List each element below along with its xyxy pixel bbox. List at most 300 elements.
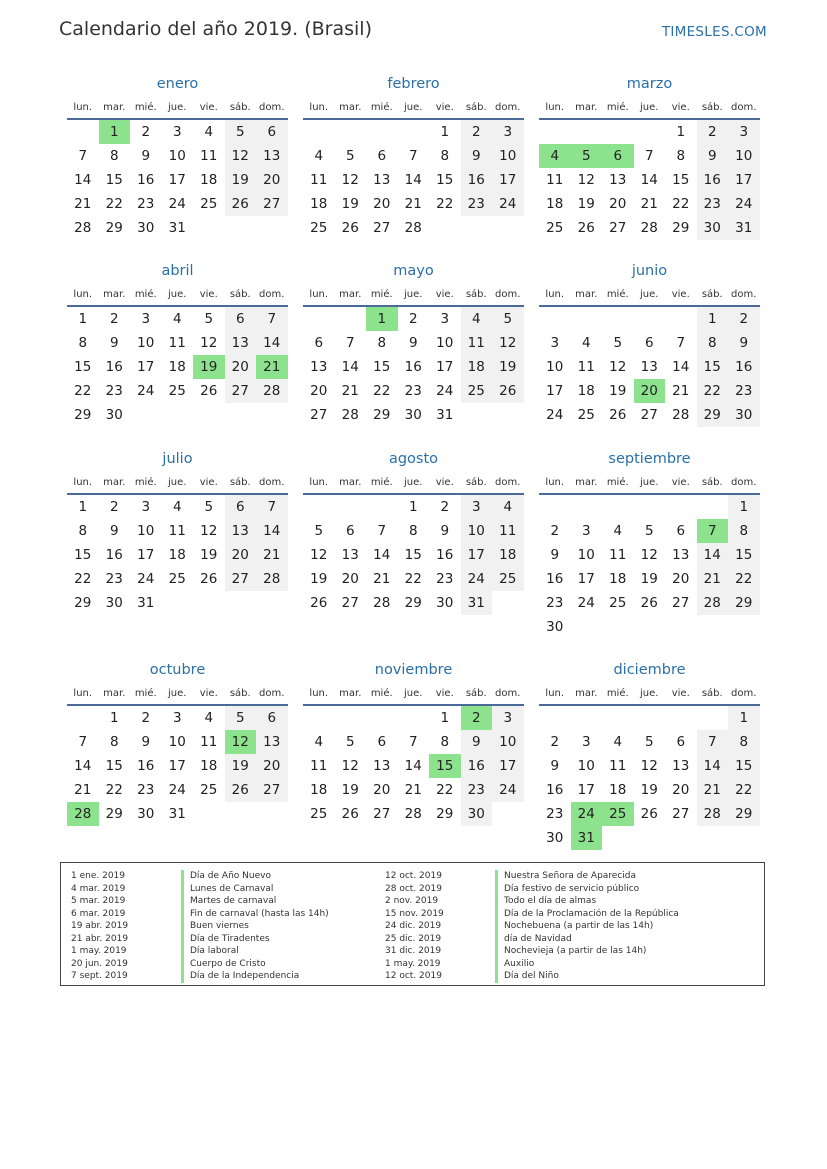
- day-cell: 14: [341, 359, 359, 375]
- day-cell: 5: [204, 499, 214, 515]
- empty-cell: [539, 307, 571, 331]
- day-cell: 25: [577, 407, 595, 423]
- weekday-label: dom.: [731, 101, 757, 113]
- month-marzo: [539, 72, 760, 240]
- day-cell-weekend: 10: [461, 519, 493, 543]
- day-cell: 3: [172, 710, 182, 726]
- empty-cell: [303, 706, 335, 730]
- day-cell: 1: [440, 710, 450, 726]
- weekday-label: mar.: [339, 476, 362, 488]
- day-cell-weekend: 15: [697, 355, 729, 379]
- day-cell: 31: [436, 407, 454, 423]
- weekday-label: lun.: [73, 288, 93, 300]
- day-cell: 8: [377, 335, 387, 351]
- month-name: abril: [161, 263, 194, 279]
- weekday-label: lun.: [73, 476, 93, 488]
- day-cell-weekend: 8: [728, 730, 760, 754]
- weekday-label: mar.: [103, 476, 126, 488]
- holiday-name: Todo el día de almas: [495, 895, 596, 908]
- day-cell-weekend: 12: [492, 331, 524, 355]
- week-row: [539, 355, 760, 379]
- weekday-label: mar.: [339, 687, 362, 699]
- day-cell: 11: [609, 547, 627, 563]
- week-row: [67, 778, 288, 802]
- weekday-label: mié.: [134, 476, 157, 488]
- holiday-name: Día de Tiradentes: [181, 933, 270, 946]
- weekday-label: sáb.: [465, 101, 487, 113]
- day-cell: 16: [137, 758, 155, 774]
- day-cell: 23: [137, 782, 155, 798]
- holiday-date: 1 ene. 2019: [71, 871, 125, 881]
- holiday-date: 7 sept. 2019: [71, 971, 128, 981]
- day-cell: 15: [373, 359, 391, 375]
- day-cell: 14: [672, 359, 690, 375]
- day-grid: [67, 307, 288, 427]
- holiday-name: Buen viernes: [181, 920, 249, 933]
- day-cell-weekend: 30: [697, 216, 729, 240]
- day-cell: 6: [676, 523, 686, 539]
- day-cell-weekend: 19: [225, 168, 257, 192]
- empty-cell: [461, 216, 493, 240]
- day-cell: 11: [310, 172, 328, 188]
- month-noviembre: [303, 658, 524, 826]
- weekday-label: jue.: [404, 288, 423, 300]
- day-cell: 7: [78, 734, 88, 750]
- day-cell: 16: [105, 359, 123, 375]
- weekday-label: mar.: [103, 101, 126, 113]
- day-cell-weekend: 1: [697, 307, 729, 331]
- month-name: febrero: [387, 76, 440, 92]
- week-row: [539, 307, 760, 331]
- day-cell: 8: [109, 148, 119, 164]
- day-cell: 10: [436, 335, 454, 351]
- day-cell: 22: [74, 383, 92, 399]
- weekday-label: vie.: [435, 687, 454, 699]
- month-name: octubre: [149, 662, 206, 678]
- holiday-date: 6 mar. 2019: [71, 908, 126, 919]
- day-cell: 29: [105, 806, 123, 822]
- weekday-label: dom.: [259, 476, 285, 488]
- day-cell-weekend: 23: [461, 778, 493, 802]
- day-cell: 25: [200, 196, 218, 212]
- empty-cell: [665, 495, 697, 519]
- empty-cell: [697, 706, 729, 730]
- day-cell: 27: [672, 806, 690, 822]
- holiday-name: Cuerpo de Cristo: [181, 958, 266, 971]
- day-cell: 15: [105, 172, 123, 188]
- weekday-label: jue.: [404, 476, 423, 488]
- weekday-label: sáb.: [229, 476, 251, 488]
- day-cell: 25: [609, 595, 627, 611]
- weekday-label: mar.: [103, 288, 126, 300]
- day-cell: 14: [74, 172, 92, 188]
- day-cell: 9: [550, 547, 560, 563]
- day-cell: 6: [676, 734, 686, 750]
- day-cell: 25: [310, 220, 328, 236]
- day-cell: 12: [341, 172, 359, 188]
- weekday-label: dom.: [495, 288, 521, 300]
- day-cell-weekend: 27: [225, 379, 257, 403]
- holiday-column-1: [61, 870, 329, 983]
- day-cell: 24: [137, 571, 155, 587]
- day-cell: 7: [408, 148, 418, 164]
- weekday-label: jue.: [168, 687, 187, 699]
- day-cell: 29: [672, 220, 690, 236]
- weekday-label: vie.: [671, 476, 690, 488]
- day-cell: 30: [105, 407, 123, 423]
- week-row: [67, 144, 288, 168]
- day-cell-weekend: 4: [492, 495, 524, 519]
- day-cell: 30: [105, 595, 123, 611]
- empty-cell: [728, 826, 760, 850]
- day-cell-weekend: 1: [728, 706, 760, 730]
- day-cell-weekend: 3: [492, 706, 524, 730]
- empty-cell: [539, 120, 571, 144]
- day-cell-weekend: 21: [697, 567, 729, 591]
- day-cell: 25: [200, 782, 218, 798]
- day-cell: 23: [404, 383, 422, 399]
- weekday-label: jue.: [640, 101, 659, 113]
- holiday-date: 20 jun. 2019: [71, 958, 128, 969]
- day-cell-weekend: 10: [492, 730, 524, 754]
- day-cell-holiday: 20: [634, 379, 666, 403]
- day-cell: 18: [310, 782, 328, 798]
- day-cell: 15: [105, 758, 123, 774]
- day-cell: 21: [404, 782, 422, 798]
- weekday-label: jue.: [640, 476, 659, 488]
- day-cell: 22: [404, 571, 422, 587]
- day-cell: 26: [200, 571, 218, 587]
- holiday-date: 1 may. 2019: [71, 946, 127, 956]
- day-grid: [67, 706, 288, 826]
- day-cell: 19: [577, 196, 595, 212]
- week-row: [539, 802, 760, 826]
- week-row: [303, 730, 524, 754]
- day-cell: 4: [172, 499, 182, 515]
- week-row: [539, 615, 760, 639]
- day-cell-weekend: 6: [256, 706, 288, 730]
- week-row: [303, 192, 524, 216]
- holiday-name: Nuestra Señora de Aparecida: [495, 870, 636, 883]
- day-cell-holiday: 24: [571, 802, 603, 826]
- day-cell-weekend: 3: [461, 495, 493, 519]
- day-cell: 13: [341, 547, 359, 563]
- week-row: [303, 379, 524, 403]
- day-cell: 20: [341, 571, 359, 587]
- weekday-label: mar.: [339, 101, 362, 113]
- day-cell: 20: [609, 196, 627, 212]
- day-cell-weekend: 3: [492, 120, 524, 144]
- day-cell: 11: [546, 172, 564, 188]
- holiday-name: Día de la Proclamación de la República: [495, 908, 679, 921]
- day-cell: 12: [200, 335, 218, 351]
- day-cell: 26: [577, 220, 595, 236]
- day-cell: 9: [408, 335, 418, 351]
- holiday-row: [61, 945, 329, 958]
- day-cell-weekend: 3: [728, 120, 760, 144]
- weekday-label: vie.: [671, 101, 690, 113]
- day-cell: 19: [609, 383, 627, 399]
- day-cell: 6: [377, 148, 387, 164]
- day-cell-holiday: 1: [99, 120, 131, 144]
- day-cell: 11: [168, 335, 186, 351]
- holiday-row: [375, 933, 679, 946]
- week-row: [303, 216, 524, 240]
- day-cell: 28: [404, 220, 422, 236]
- weekday-label: vie.: [435, 476, 454, 488]
- week-row: [539, 168, 760, 192]
- day-cell: 4: [172, 311, 182, 327]
- holiday-date: 15 nov. 2019: [385, 908, 444, 919]
- empty-cell: [335, 706, 367, 730]
- holiday-row: [375, 908, 679, 921]
- day-cell: 7: [676, 335, 686, 351]
- month-name: julio: [162, 451, 193, 467]
- month-febrero: [303, 72, 524, 240]
- day-cell: 12: [341, 758, 359, 774]
- holiday-date: 24 dic. 2019: [385, 921, 442, 931]
- weekday-label: jue.: [168, 288, 187, 300]
- day-cell: 28: [74, 220, 92, 236]
- week-row: [303, 120, 524, 144]
- day-cell: 23: [546, 806, 564, 822]
- day-cell: 10: [546, 359, 564, 375]
- week-row: [539, 543, 760, 567]
- empty-cell: [67, 120, 99, 144]
- day-cell: 29: [74, 595, 92, 611]
- day-cell: 26: [609, 407, 627, 423]
- brand-link[interactable]: TIMESLES.COM: [661, 24, 767, 40]
- day-cell: 26: [640, 806, 658, 822]
- day-cell: 22: [373, 383, 391, 399]
- day-cell: 5: [644, 523, 654, 539]
- day-cell-weekend: 2: [728, 307, 760, 331]
- day-grid: [539, 120, 760, 240]
- day-cell: 6: [345, 523, 355, 539]
- day-cell: 24: [546, 407, 564, 423]
- month-julio: [67, 447, 288, 615]
- empty-cell: [335, 495, 367, 519]
- month-junio: [539, 259, 760, 427]
- empty-cell: [225, 591, 257, 615]
- week-row: [67, 379, 288, 403]
- day-cell: 10: [577, 547, 595, 563]
- empty-cell: [335, 120, 367, 144]
- day-cell: 20: [672, 571, 690, 587]
- week-row: [539, 495, 760, 519]
- day-grid: [539, 307, 760, 427]
- day-cell: 7: [345, 335, 355, 351]
- empty-cell: [225, 216, 257, 240]
- day-cell: 13: [640, 359, 658, 375]
- weekday-label: lun.: [545, 288, 565, 300]
- day-cell: 4: [581, 335, 591, 351]
- day-cell: 20: [310, 383, 328, 399]
- weekday-label: sáb.: [701, 476, 723, 488]
- week-row: [67, 331, 288, 355]
- day-cell: 19: [640, 782, 658, 798]
- week-row: [67, 591, 288, 615]
- day-cell: 25: [310, 806, 328, 822]
- empty-cell: [366, 706, 398, 730]
- holiday-name: Martes de carnaval: [181, 895, 276, 908]
- weekday-header: [303, 96, 524, 120]
- week-row: [303, 802, 524, 826]
- week-row: [539, 403, 760, 427]
- day-cell: 6: [314, 335, 324, 351]
- holiday-row: [61, 933, 329, 946]
- day-cell: 29: [105, 220, 123, 236]
- day-cell: 29: [74, 407, 92, 423]
- weekday-label: lun.: [545, 101, 565, 113]
- empty-cell: [492, 802, 524, 826]
- week-row: [67, 543, 288, 567]
- week-row: [303, 355, 524, 379]
- weekday-label: mié.: [606, 101, 629, 113]
- holiday-name: día de Navidad: [495, 933, 572, 946]
- day-cell-holiday: 7: [697, 519, 729, 543]
- empty-cell: [602, 120, 634, 144]
- weekday-label: mié.: [134, 101, 157, 113]
- day-cell: 26: [200, 383, 218, 399]
- page-title: Calendario del año 2019. (Brasil): [59, 18, 372, 40]
- day-cell-weekend: 12: [225, 144, 257, 168]
- day-cell-weekend: 14: [256, 331, 288, 355]
- day-cell: 16: [546, 782, 564, 798]
- day-cell: 12: [310, 547, 328, 563]
- day-cell: 20: [672, 782, 690, 798]
- day-cell: 8: [408, 523, 418, 539]
- empty-cell: [728, 615, 760, 639]
- month-septiembre: [539, 447, 760, 639]
- holiday-row: [375, 883, 679, 896]
- week-row: [67, 168, 288, 192]
- holiday-date: 21 abr. 2019: [71, 933, 129, 944]
- weekday-label: lun.: [309, 288, 329, 300]
- day-cell-weekend: 2: [697, 120, 729, 144]
- day-cell: 14: [404, 172, 422, 188]
- day-cell-weekend: 29: [697, 403, 729, 427]
- day-cell: 28: [341, 407, 359, 423]
- empty-cell: [634, 307, 666, 331]
- day-cell: 31: [168, 220, 186, 236]
- day-cell-weekend: 10: [728, 144, 760, 168]
- day-grid: [303, 120, 524, 240]
- day-cell: 28: [672, 407, 690, 423]
- week-row: [539, 706, 760, 730]
- weekday-label: lun.: [545, 476, 565, 488]
- holiday-row: [61, 870, 329, 883]
- day-cell: 5: [204, 311, 214, 327]
- day-cell: 11: [310, 758, 328, 774]
- day-cell: 7: [78, 148, 88, 164]
- day-cell: 27: [640, 407, 658, 423]
- day-cell: 27: [310, 407, 328, 423]
- weekday-label: vie.: [671, 288, 690, 300]
- empty-cell: [429, 216, 461, 240]
- day-cell: 19: [341, 782, 359, 798]
- week-row: [539, 591, 760, 615]
- holiday-name: Día festivo de servicio público: [495, 883, 639, 896]
- empty-cell: [398, 706, 430, 730]
- empty-cell: [602, 307, 634, 331]
- weekday-header: [67, 283, 288, 307]
- day-cell: 15: [74, 547, 92, 563]
- day-cell: 5: [644, 734, 654, 750]
- empty-cell: [697, 826, 729, 850]
- day-cell-weekend: 9: [461, 730, 493, 754]
- day-cell: 12: [200, 523, 218, 539]
- day-cell-weekend: 20: [225, 355, 257, 379]
- empty-cell: [602, 495, 634, 519]
- day-cell: 2: [109, 311, 119, 327]
- day-cell: 17: [546, 383, 564, 399]
- day-cell: 12: [640, 547, 658, 563]
- week-row: [539, 730, 760, 754]
- day-cell: 3: [172, 124, 182, 140]
- holiday-row: [61, 908, 329, 921]
- day-cell: 3: [141, 311, 151, 327]
- day-cell-weekend: 9: [461, 144, 493, 168]
- weekday-label: lun.: [309, 687, 329, 699]
- empty-cell: [193, 216, 225, 240]
- day-cell-weekend: 5: [492, 307, 524, 331]
- holiday-row: [61, 958, 329, 971]
- day-cell: 4: [204, 124, 214, 140]
- empty-cell: [162, 591, 194, 615]
- empty-cell: [571, 120, 603, 144]
- day-cell-weekend: 10: [492, 144, 524, 168]
- empty-cell: [665, 706, 697, 730]
- day-cell: 18: [168, 547, 186, 563]
- weekday-label: sáb.: [701, 288, 723, 300]
- day-cell: 23: [105, 571, 123, 587]
- weekday-label: vie.: [199, 101, 218, 113]
- empty-cell: [665, 307, 697, 331]
- holiday-row: [375, 895, 679, 908]
- day-cell: 11: [200, 148, 218, 164]
- empty-cell: [162, 403, 194, 427]
- day-cell: 25: [546, 220, 564, 236]
- weekday-label: sáb.: [229, 288, 251, 300]
- week-row: [67, 495, 288, 519]
- empty-cell: [461, 403, 493, 427]
- day-cell: 22: [105, 196, 123, 212]
- holiday-row: [61, 970, 329, 983]
- day-cell-holiday: 6: [602, 144, 634, 168]
- day-cell-weekend: 6: [225, 307, 257, 331]
- day-cell: 18: [200, 172, 218, 188]
- day-cell: 27: [341, 595, 359, 611]
- day-cell: 21: [74, 782, 92, 798]
- day-cell: 18: [310, 196, 328, 212]
- day-cell: 18: [168, 359, 186, 375]
- week-row: [67, 355, 288, 379]
- day-cell: 18: [200, 758, 218, 774]
- holiday-row: [61, 883, 329, 896]
- day-cell: 18: [609, 782, 627, 798]
- day-cell: 18: [609, 571, 627, 587]
- day-cell: 8: [78, 523, 88, 539]
- day-cell-weekend: 26: [492, 379, 524, 403]
- day-cell: 3: [141, 499, 151, 515]
- empty-cell: [539, 495, 571, 519]
- day-cell: 15: [672, 172, 690, 188]
- day-cell: 14: [640, 172, 658, 188]
- day-cell: 12: [609, 359, 627, 375]
- weekday-label: dom.: [495, 101, 521, 113]
- day-cell: 5: [613, 335, 623, 351]
